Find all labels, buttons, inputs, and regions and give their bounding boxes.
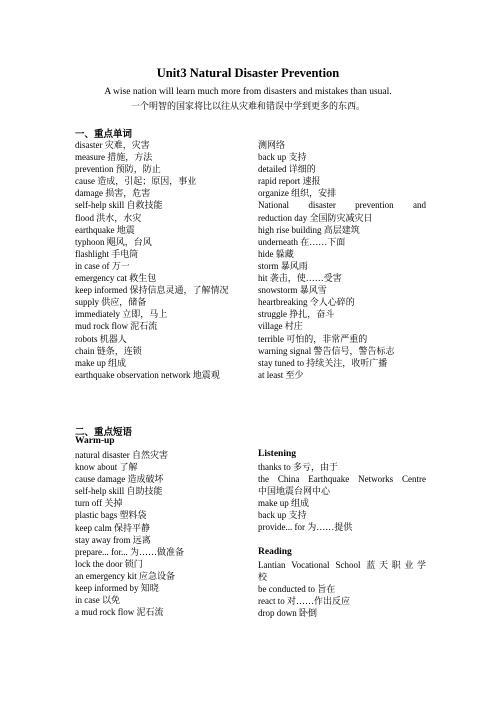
vocab-item: terrible 可怕的，非常严重的 — [258, 333, 368, 344]
vocab-item: chain 链条，连锁 — [75, 345, 142, 356]
vocab-item: flashlight 手电筒 — [75, 248, 139, 259]
vocab-item: cause 造成，引起；原因，事业 — [75, 176, 197, 187]
vocab-item: stay tuned to 持续关注，收听广播 — [258, 357, 388, 368]
vocab-item: emergency cat 救生包 — [75, 273, 157, 284]
vocab-item: in case of 万一 — [75, 260, 130, 271]
vocab-item: 测网络 — [258, 140, 286, 150]
vocab-item: self-help skill 自救技能 — [75, 200, 163, 211]
vocab-item: mud rock flow 泥石流 — [75, 321, 158, 332]
vocab-item: earthquake 地震 — [75, 224, 135, 235]
warmup-heading: Warm-up — [75, 436, 115, 446]
vocab-item: typhoon 飓风，台风 — [75, 236, 152, 247]
phrase-item: stay away from 远离 — [75, 534, 151, 545]
phrase-item: drop down 卧倒 — [258, 608, 317, 619]
vocab-item: immediately 立即，马上 — [75, 309, 168, 320]
phrase-item: an emergency kit 应急设备 — [75, 570, 176, 581]
vocab-item: struggle 挣扎，奋斗 — [258, 309, 335, 320]
vocab-item: storm 暴风雨 — [258, 260, 308, 271]
vocab-item: make up 组成 — [75, 357, 126, 368]
vocab-item: supply 供应，储备 — [75, 297, 147, 308]
vocab-item: detailed 详细的 — [258, 164, 316, 175]
vocab-item: robots 机器人 — [75, 333, 127, 344]
vocab-item: hide 躲藏 — [258, 248, 294, 259]
vocab-item: snowstorm 暴风雪 — [258, 285, 327, 296]
motto-chinese: 一个明智的国家将比以往从灾难和错误中学到更多的东西。 — [130, 102, 365, 112]
phrase-item: in case 以免 — [75, 595, 120, 606]
vocab-item: earthquake observation network 地震观 — [75, 369, 220, 380]
phrase-item: plastic bags 塑料袋 — [75, 510, 147, 521]
vocab-item: hit 袭击，使……受害 — [258, 273, 342, 284]
phrase-item: react to 对……作出反应 — [258, 596, 350, 607]
vocab-item: National disaster prevention and — [258, 200, 426, 211]
vocab-item: back up 支持 — [258, 152, 307, 163]
vocab-item: high rise building 高层建筑 — [258, 224, 360, 235]
phrase-item: cause damage 造成破坏 — [75, 474, 164, 485]
phrase-item: turn off 关掉 — [75, 498, 123, 509]
phrase-item: provide... for 为……提供 — [258, 522, 353, 533]
vocab-list-right — [258, 139, 426, 381]
phrase-item: Lantian Vocational School 蓝天职业学 — [258, 560, 426, 570]
warmup-list — [75, 449, 253, 618]
reading-list — [258, 559, 426, 619]
phrase-item: prepare... for... 为……做准备 — [75, 546, 184, 557]
listening-list — [258, 461, 426, 534]
vocab-item: organize 组织，安排 — [258, 188, 337, 199]
reading-heading: Reading — [258, 547, 292, 557]
listening-heading: Listening — [258, 449, 297, 459]
phrase-item: be conducted to 旨在 — [258, 584, 336, 595]
motto-english: A wise nation will learn much more from disasters and mistakes than usual. — [104, 87, 392, 97]
phrase-item: 校 — [258, 572, 268, 583]
vocab-item: flood 洪水，水灾 — [75, 212, 142, 223]
phrase-item: keep informed by 知晓 — [75, 583, 159, 594]
vocab-item: reduction day 全国防灾减灾日 — [258, 212, 373, 223]
phrase-item: lock the door 锁门 — [75, 558, 143, 569]
vocab-item: underneath 在……下面 — [258, 236, 346, 247]
vocab-item: village 村庄 — [258, 321, 303, 332]
phrase-item: know about 了解 — [75, 462, 138, 473]
vocab-item: at least 至少 — [258, 369, 304, 380]
page-title: Unit3 Natural Disaster Prevention — [156, 66, 340, 80]
vocab-item: heartbreaking 令人心碎的 — [258, 297, 355, 308]
vocab-item: keep informed 保持信息灵通，了解情况 — [75, 285, 229, 296]
phrase-item: 中国地震台网中心 — [258, 486, 331, 497]
phrase-item: back up 支持 — [258, 510, 307, 521]
vocab-item: disaster 灾难，灾害 — [75, 140, 150, 150]
phrase-item: keep calm 保持平静 — [75, 522, 150, 533]
phrases-heading: 二、重点短语 — [75, 427, 133, 438]
phrase-item: thanks to 多亏，由于 — [258, 462, 338, 472]
phrase-item: self-help skill 自助技能 — [75, 486, 163, 497]
vocab-item: damage 损害，危害 — [75, 188, 151, 199]
phrase-item: the China Earthquake Networks Centre — [258, 474, 426, 485]
phrase-item: a mud rock flow 泥石流 — [75, 607, 164, 618]
phrase-item: make up 组成 — [258, 498, 309, 509]
vocab-item: rapid report 速报 — [258, 176, 321, 187]
vocab-list-left — [75, 139, 253, 381]
vocab-heading: 一、重点单词 — [75, 129, 133, 140]
phrase-item: natural disaster 自然灾害 — [75, 450, 168, 460]
vocab-item: prevention 预防，防止 — [75, 164, 161, 175]
vocab-item: measure 措施，方法 — [75, 152, 153, 163]
vocab-item: warning signal 警告信号，警告标志 — [258, 345, 395, 356]
